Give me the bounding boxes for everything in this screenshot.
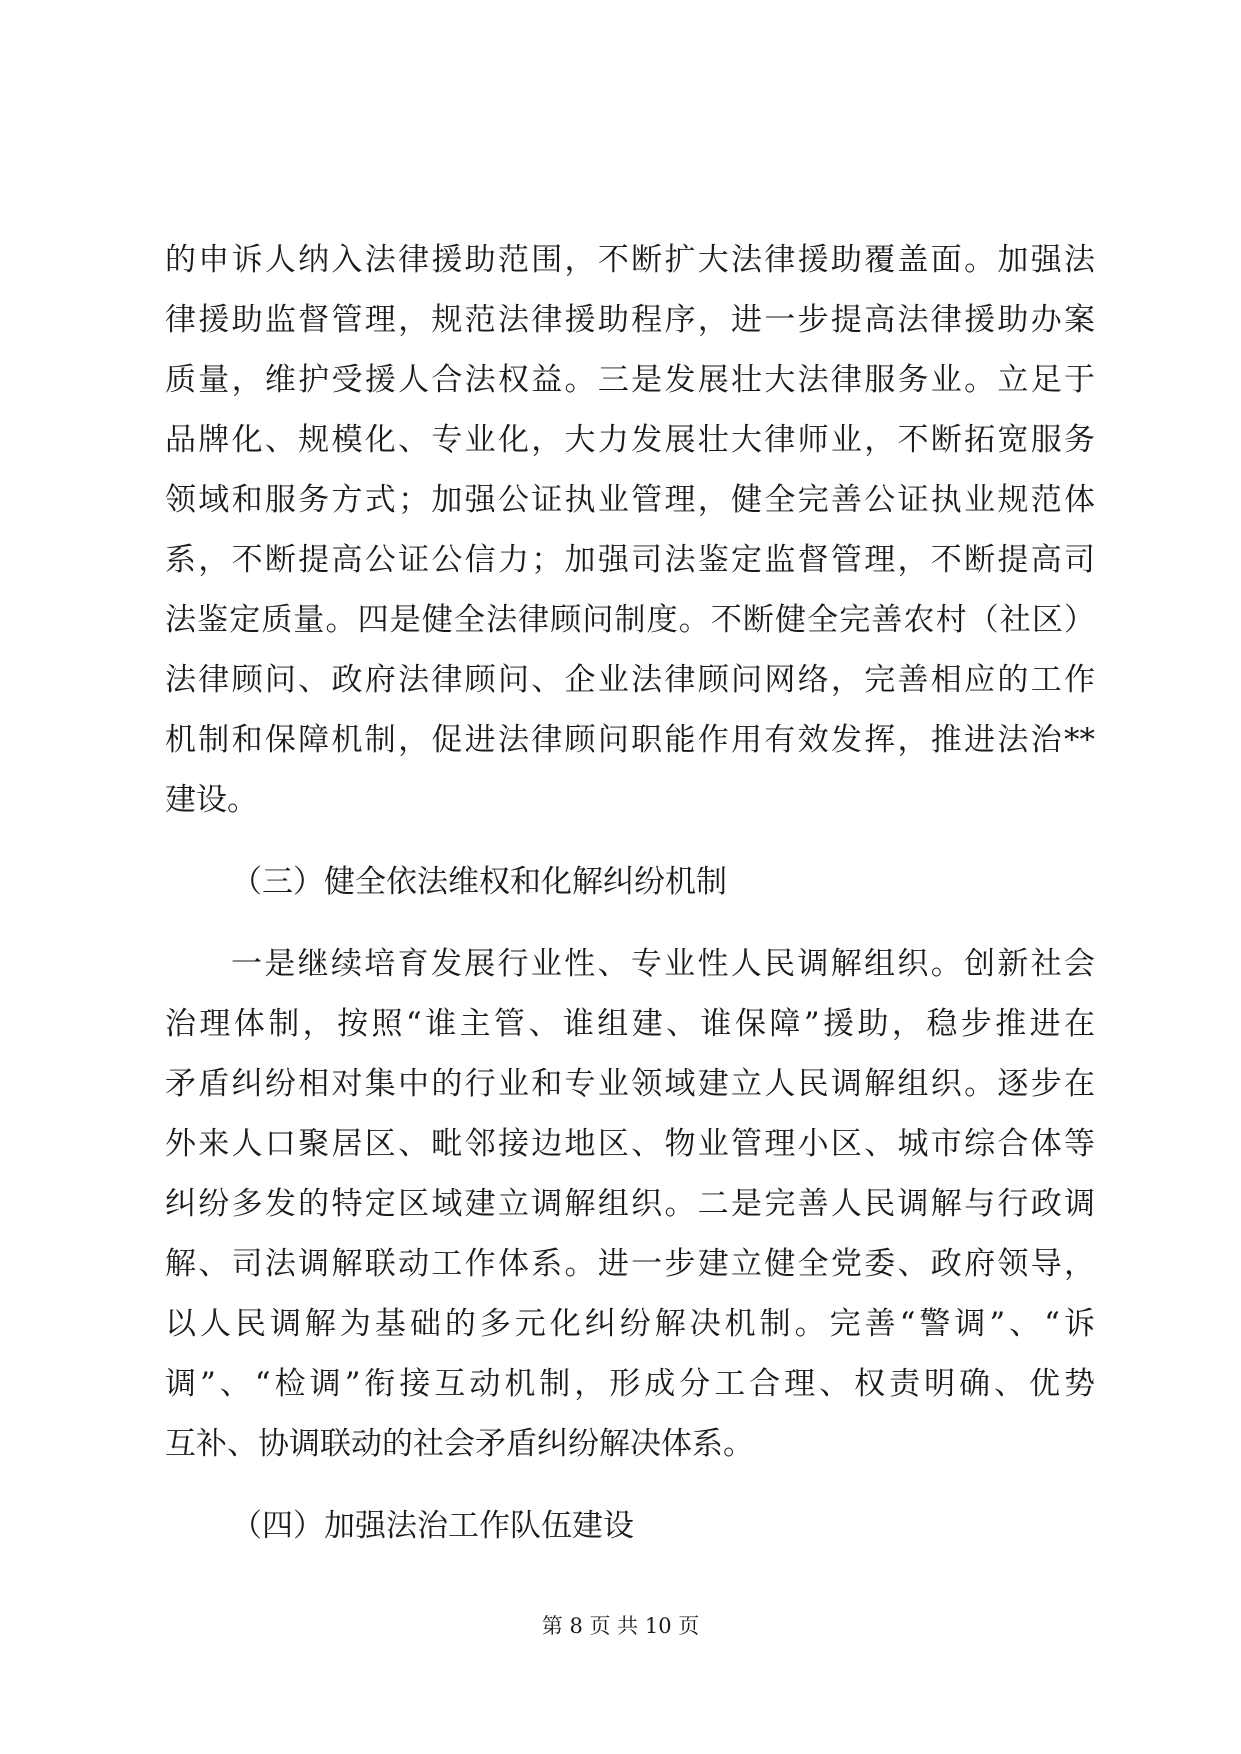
page-footer: 第 8 页 共 10 页	[541, 1614, 700, 1638]
text-line: 法律顾问、政府法律顾问、企业法律顾问网络，完善相应的工作	[165, 662, 1095, 698]
text-line: 法鉴定质量。四是健全法律顾问制度。不断健全完善农村（社区）	[165, 602, 1095, 638]
text-line: 质量，维护受援人合法权益。三是发展壮大法律服务业。立足于	[165, 362, 1095, 398]
text-line: 治理体制，按照“谁主管、谁组建、谁保障”援助，稳步推进在	[165, 1006, 1095, 1042]
section-heading: （三）健全依法维权和化解纠纷机制	[231, 864, 727, 900]
text-line: 矛盾纠纷相对集中的行业和专业领域建立人民调解组织。逐步在	[165, 1066, 1095, 1102]
body-text	[165, 230, 1095, 1556]
text-line: 互补、协调联动的社会矛盾纠纷解决体系。	[165, 1426, 754, 1462]
text-line: 以人民调解为基础的多元化纠纷解决机制。完善“警调”、“诉	[165, 1306, 1095, 1342]
text-line: 建设。	[165, 782, 258, 818]
text-line: 解、司法调解联动工作体系。进一步建立健全党委、政府领导，	[165, 1246, 1095, 1282]
text-line: 系，不断提高公证公信力；加强司法鉴定监督管理，不断提高司	[165, 542, 1095, 578]
text-line: 调”、“检调”衔接互动机制，形成分工合理、权责明确、优势	[165, 1366, 1095, 1402]
section-heading: （四）加强法治工作队伍建设	[231, 1508, 634, 1544]
text-line: 领域和服务方式；加强公证执业管理，健全完善公证执业规范体	[165, 482, 1095, 518]
text-line: 品牌化、规模化、专业化，大力发展壮大律师业，不断拓宽服务	[165, 422, 1095, 458]
text-line: 外来人口聚居区、毗邻接边地区、物业管理小区、城市综合体等	[165, 1126, 1095, 1162]
text-line: 纠纷多发的特定区域建立调解组织。二是完善人民调解与行政调	[165, 1186, 1095, 1222]
text-line: 机制和保障机制，促进法律顾问职能作用有效发挥，推进法治**	[165, 722, 1095, 758]
text-line: 一是继续培育发展行业性、专业性人民调解组织。创新社会	[231, 946, 1095, 982]
text-line: 的申诉人纳入法律援助范围，不断扩大法律援助覆盖面。加强法	[165, 242, 1095, 278]
text-line: 律援助监督管理，规范法律援助程序，进一步提高法律援助办案	[165, 302, 1095, 338]
